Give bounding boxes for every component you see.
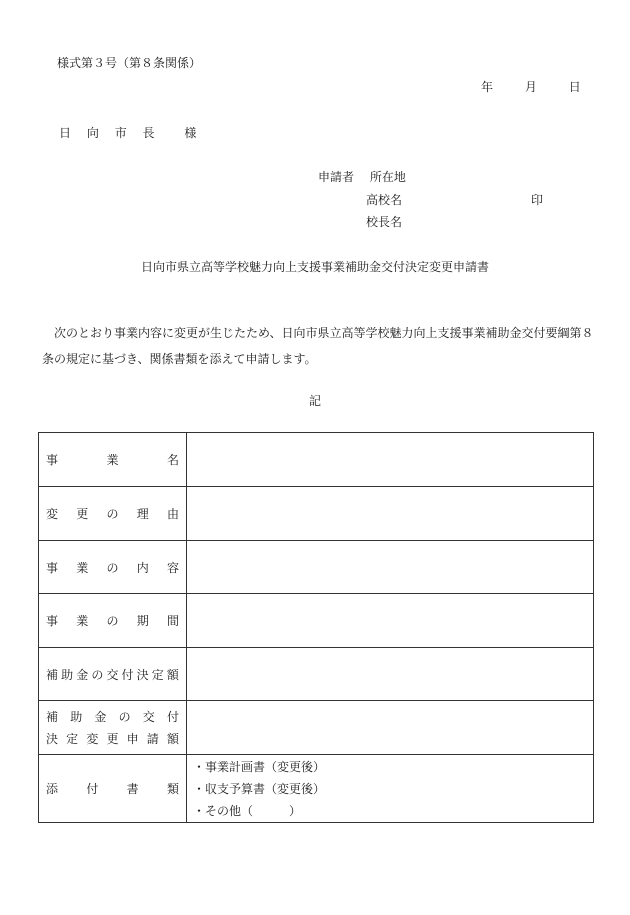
label-char: 業 xyxy=(76,560,89,575)
label-char: 額 xyxy=(166,731,179,746)
value-grant-decided-amount[interactable] xyxy=(187,648,594,701)
value-change-reason[interactable] xyxy=(187,487,594,541)
table-row xyxy=(39,487,594,541)
label-char: の xyxy=(118,709,131,724)
label-char: 補 xyxy=(46,709,59,724)
value-project-period[interactable] xyxy=(187,594,594,648)
label-char: 由 xyxy=(166,507,179,521)
label-char: の xyxy=(91,667,104,682)
label-char: 付 xyxy=(121,667,134,682)
label-char: 変 xyxy=(46,507,59,521)
row-label-change-request-amount xyxy=(39,701,187,755)
attachment-item: ・事業計画書（変更後） xyxy=(193,759,326,774)
addressee-char: 長 xyxy=(142,126,155,140)
seal-mark: 印 xyxy=(531,193,544,207)
table-row xyxy=(39,594,594,648)
row-label-project-period xyxy=(39,594,187,648)
table-row xyxy=(39,541,594,594)
value-project-name[interactable] xyxy=(187,433,594,487)
table-row xyxy=(39,755,594,823)
date-day: 日 xyxy=(568,80,581,94)
value-project-content[interactable] xyxy=(187,541,594,594)
label-char: 金 xyxy=(76,667,89,682)
applicant-address-row xyxy=(318,168,406,185)
label-char: 助 xyxy=(70,709,83,724)
label-char: の xyxy=(106,560,119,575)
addressee-char: 市 xyxy=(114,126,127,140)
date-month: 月 xyxy=(524,80,537,94)
table-row xyxy=(39,701,594,755)
attachment-item: ・その他（ ） xyxy=(193,803,302,818)
label-char: 更 xyxy=(76,507,89,521)
label-char: 変 xyxy=(86,731,99,746)
label-char: 金 xyxy=(94,709,107,724)
row-label-change-reason xyxy=(39,487,187,541)
label-char: 名 xyxy=(166,453,179,467)
label-char: 事 xyxy=(46,560,59,575)
value-change-request-amount[interactable] xyxy=(187,701,594,755)
label-char: 業 xyxy=(106,453,119,467)
document-title: 日向市県立高等学校魅力向上支援事業補助金交付決定変更申請書 xyxy=(140,260,489,274)
table-row xyxy=(39,648,594,701)
label-char: 定 xyxy=(66,731,79,746)
label-char: 付 xyxy=(86,782,99,796)
label-char: 類 xyxy=(166,782,179,796)
applicant-role: 申請者 xyxy=(318,170,355,184)
label-char: 添 xyxy=(46,782,59,796)
body-paragraph: 次のとおり事業内容に変更が生じたため、日向市県立高等学校魅力向上支援事業補助金交付要綱第８条の規定に基づき、関係書類を添えて申請します。 xyxy=(42,326,594,366)
table-row xyxy=(39,433,594,487)
label-char: 更 xyxy=(106,731,119,746)
label-char: 容 xyxy=(166,560,179,575)
row-label-attachments xyxy=(39,755,187,823)
date-line xyxy=(481,78,581,95)
label-char: 額 xyxy=(166,667,179,682)
principal-label: 校長名 xyxy=(366,215,403,229)
label-char: 補 xyxy=(46,667,59,682)
attachment-item: ・収支予算書（変更後） xyxy=(193,781,326,796)
label-char: 事 xyxy=(46,453,59,467)
label-char: 書 xyxy=(126,782,139,796)
school-label: 高校名 xyxy=(366,193,403,207)
label-char: 内 xyxy=(136,560,149,575)
addressee-char: 日 xyxy=(59,126,72,140)
ki-heading: 記 xyxy=(308,394,321,408)
addressee-char: 向 xyxy=(86,126,99,140)
label-char: 期 xyxy=(136,614,149,628)
row-label-project-content xyxy=(39,541,187,594)
label-char: 間 xyxy=(166,614,179,628)
address-label: 所在地 xyxy=(369,170,406,184)
label-char: 助 xyxy=(61,667,74,682)
label-char: 事 xyxy=(46,614,59,628)
row-label-grant-decided-amount xyxy=(39,648,187,701)
label-char: 付 xyxy=(166,709,179,724)
value-attachments xyxy=(187,755,594,823)
date-year: 年 xyxy=(481,80,494,94)
addressee-char: 様 xyxy=(184,126,197,140)
label-char: 請 xyxy=(146,731,159,746)
label-char: 申 xyxy=(126,731,139,746)
label-char: 定 xyxy=(151,667,164,682)
label-char: 交 xyxy=(142,709,155,724)
label-char: の xyxy=(106,614,119,628)
row-label-project-name xyxy=(39,433,187,487)
label-char: 業 xyxy=(76,614,89,628)
label-char: 交 xyxy=(106,667,119,682)
label-char: 理 xyxy=(136,507,149,521)
addressee xyxy=(59,124,196,141)
label-char: 決 xyxy=(136,667,149,682)
label-char: の xyxy=(106,507,119,521)
details-table xyxy=(38,432,594,823)
label-char: 決 xyxy=(46,731,59,746)
form-number: 様式第３号（第８条関係） xyxy=(57,56,202,70)
